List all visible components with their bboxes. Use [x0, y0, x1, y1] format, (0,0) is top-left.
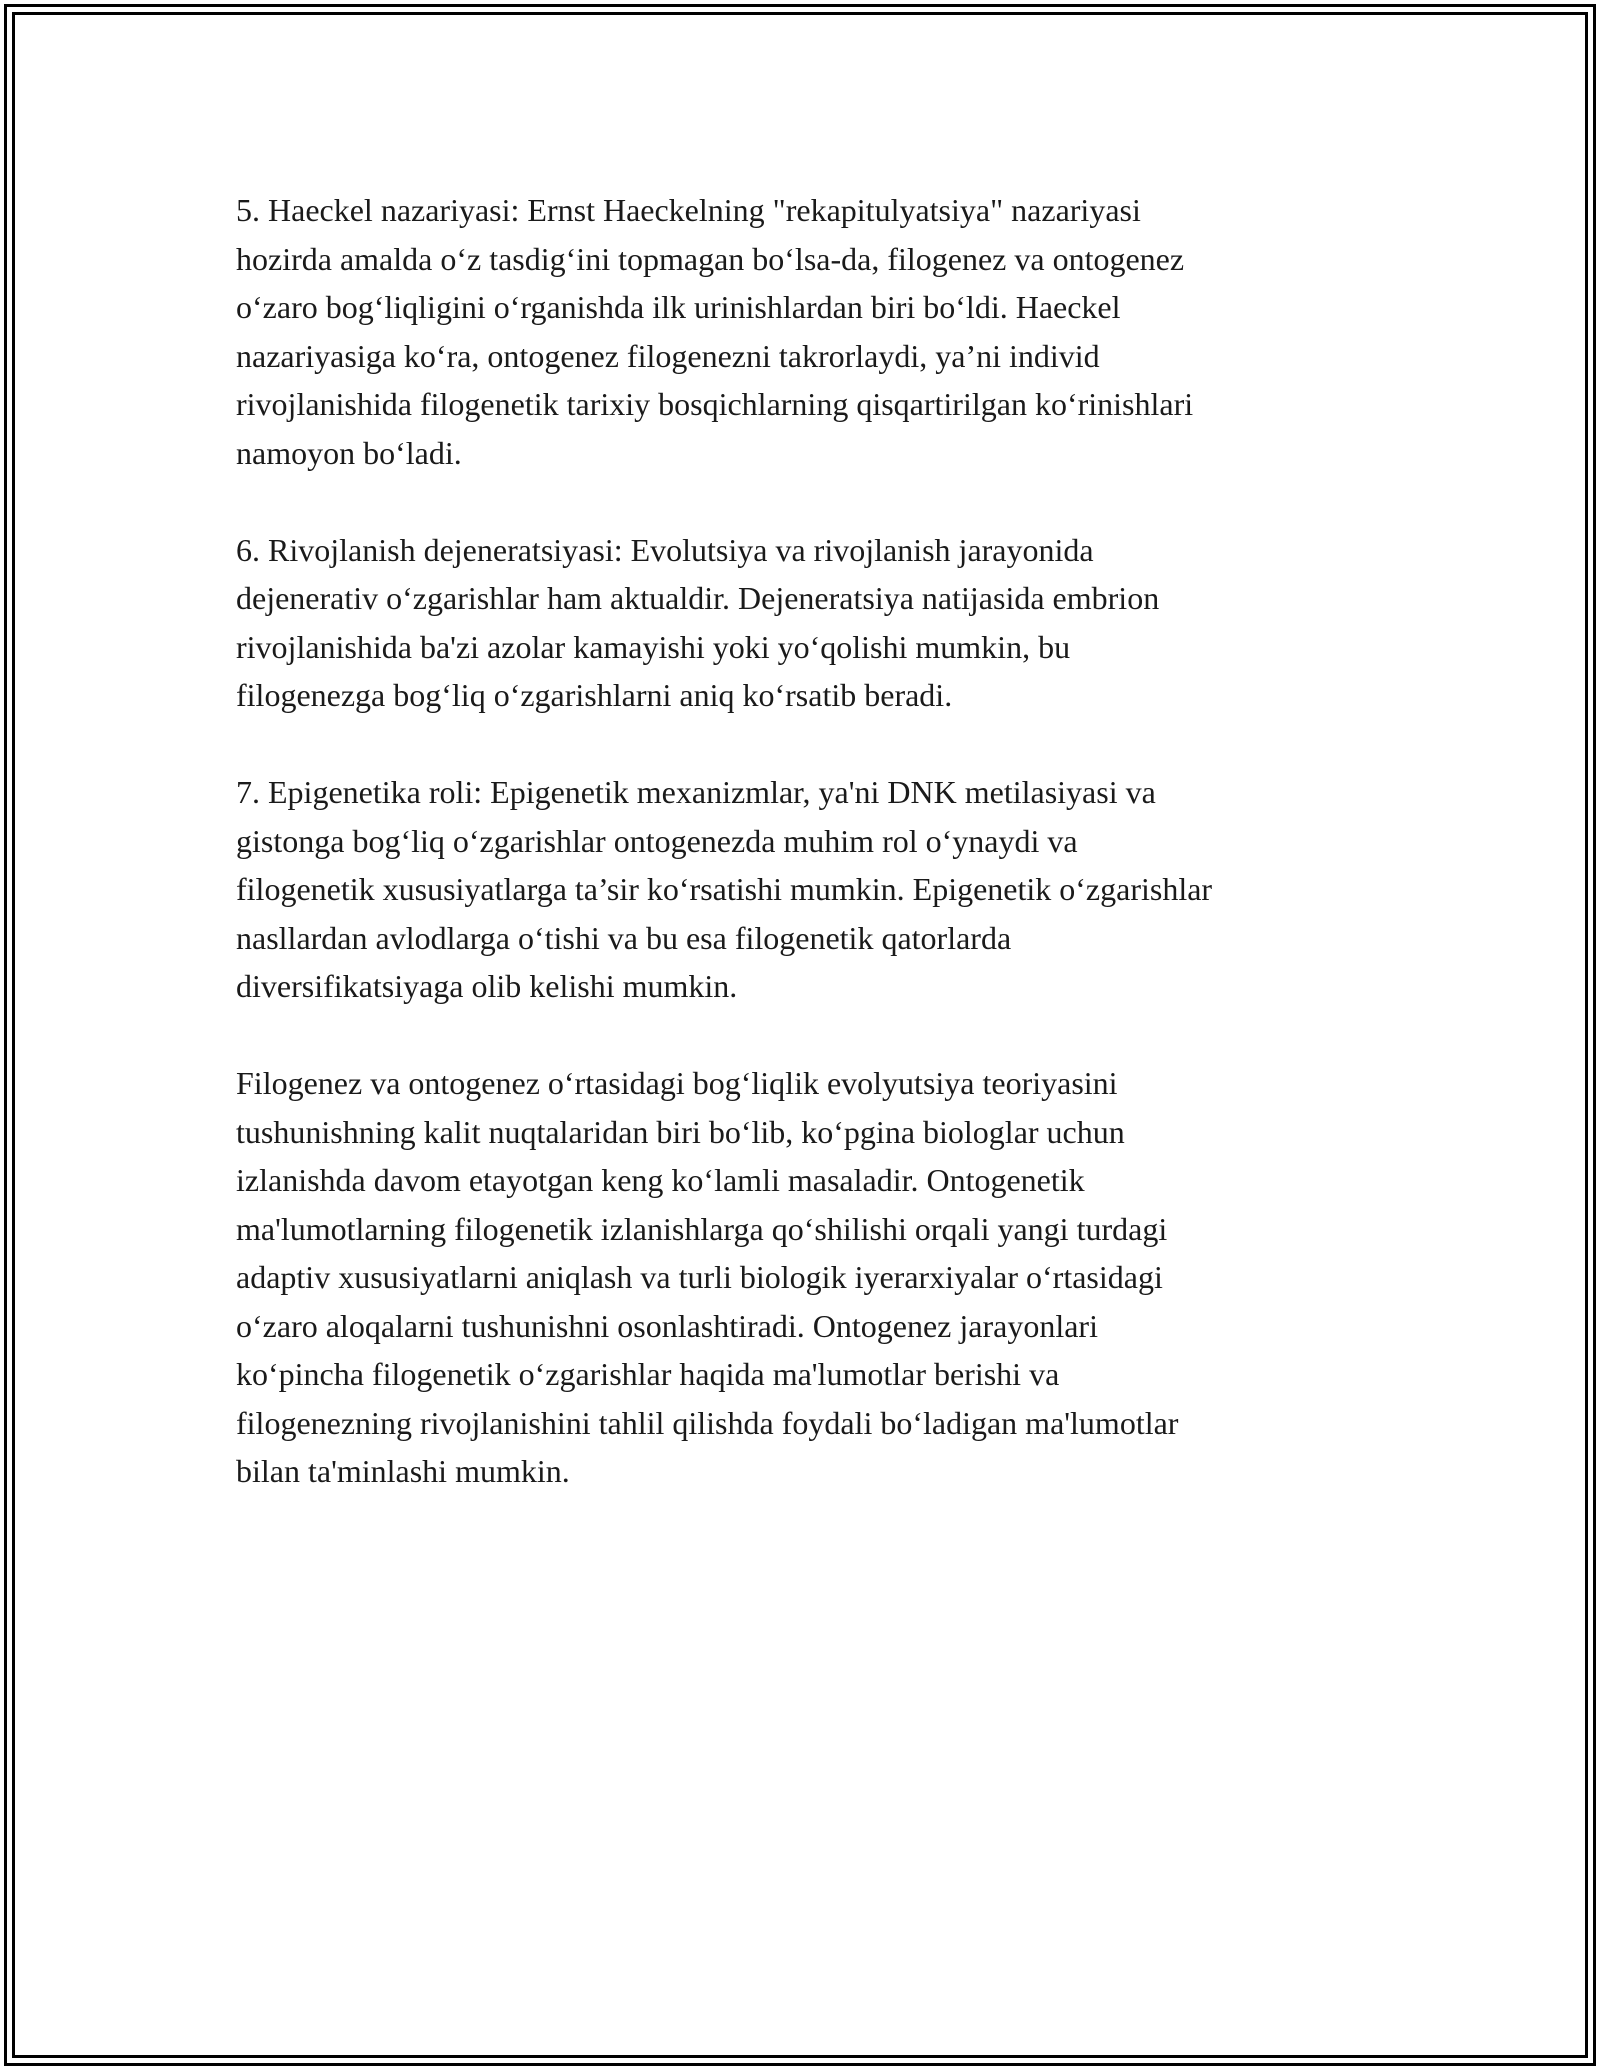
paragraph-haeckel-theory: 5. Haeckel nazariyasi: Ernst Haeckelning "rekapitulyatsiya" nazariyasi hozirda amalda o‘z tasdig‘ini topmagan bo‘lsa-da, filogenez va ontogenez o‘zaro bog‘liqligini o‘rganishda ilk urinishlardan biri bo‘ldi. Haeckel nazariyasiga ko‘ra, ontogenez filogenezni takrorlaydi, ya’ni individ rivojlanishida filogenetik tarixiy bosqichlarning qisqartirilgan ko‘rinishlari namoyon bo‘ladi.: [236, 192, 1194, 471]
paragraph-conclusion: Filogenez va ontogenez o‘rtasidagi bog‘liqlik evolyutsiya teoriyasini tushunishning kalit nuqtalaridan biri bo‘lib, ko‘pgina biologlar uchun izlanishda davom etayotgan keng ko‘lamli masaladir. Ontogenetik ma'lumotlarning filogenetik izlanishlarga qo‘shilishi orqali yangi turdagi adaptiv xususiyatlarni aniqlash va turli biologik iyerarxiyalar o‘rtasidagi o‘zaro aloqalarni tushunishni osonlashtiradi. Ontogenez jarayonlari ko‘pincha filogenetik o‘zgarishlar haqida ma'lumotlar berishi va filogenezning rivojlanishini tahlil qilishda foydali bo‘ladigan ma'lumotlar bilan ta'minlashi mumkin.: [236, 1065, 1179, 1489]
document-body: [236, 186, 1366, 1496]
paragraph-epigenetics-role: 7. Epigenetika roli: Epigenetik mexanizmlar, ya'ni DNK metilasiyasi va gistonga bog‘liq o‘zgarishlar ontogenezda muhim rol o‘ynaydi va filogenetik xususiyatlarga ta’sir ko‘rsatishi mumkin. Epigenetik o‘zgarishlar nasllardan avlodlarga o‘tishi va bu esa filogenetik qatorlarda diversifikatsiyaga olib kelishi mumkin.: [236, 774, 1213, 1004]
paragraph-development-degeneration: 6. Rivojlanish dejeneratsiyasi: Evolutsiya va rivojlanish jarayonida dejenerativ o‘zgarishlar ham aktualdir. Dejeneratsiya natijasida embrion rivojlanishida ba'zi azolar kamayishi yoki yo‘qolishi mumkin, bu filogenezga bog‘liq o‘zgarishlarni aniq ko‘rsatib beradi.: [236, 531, 1160, 713]
